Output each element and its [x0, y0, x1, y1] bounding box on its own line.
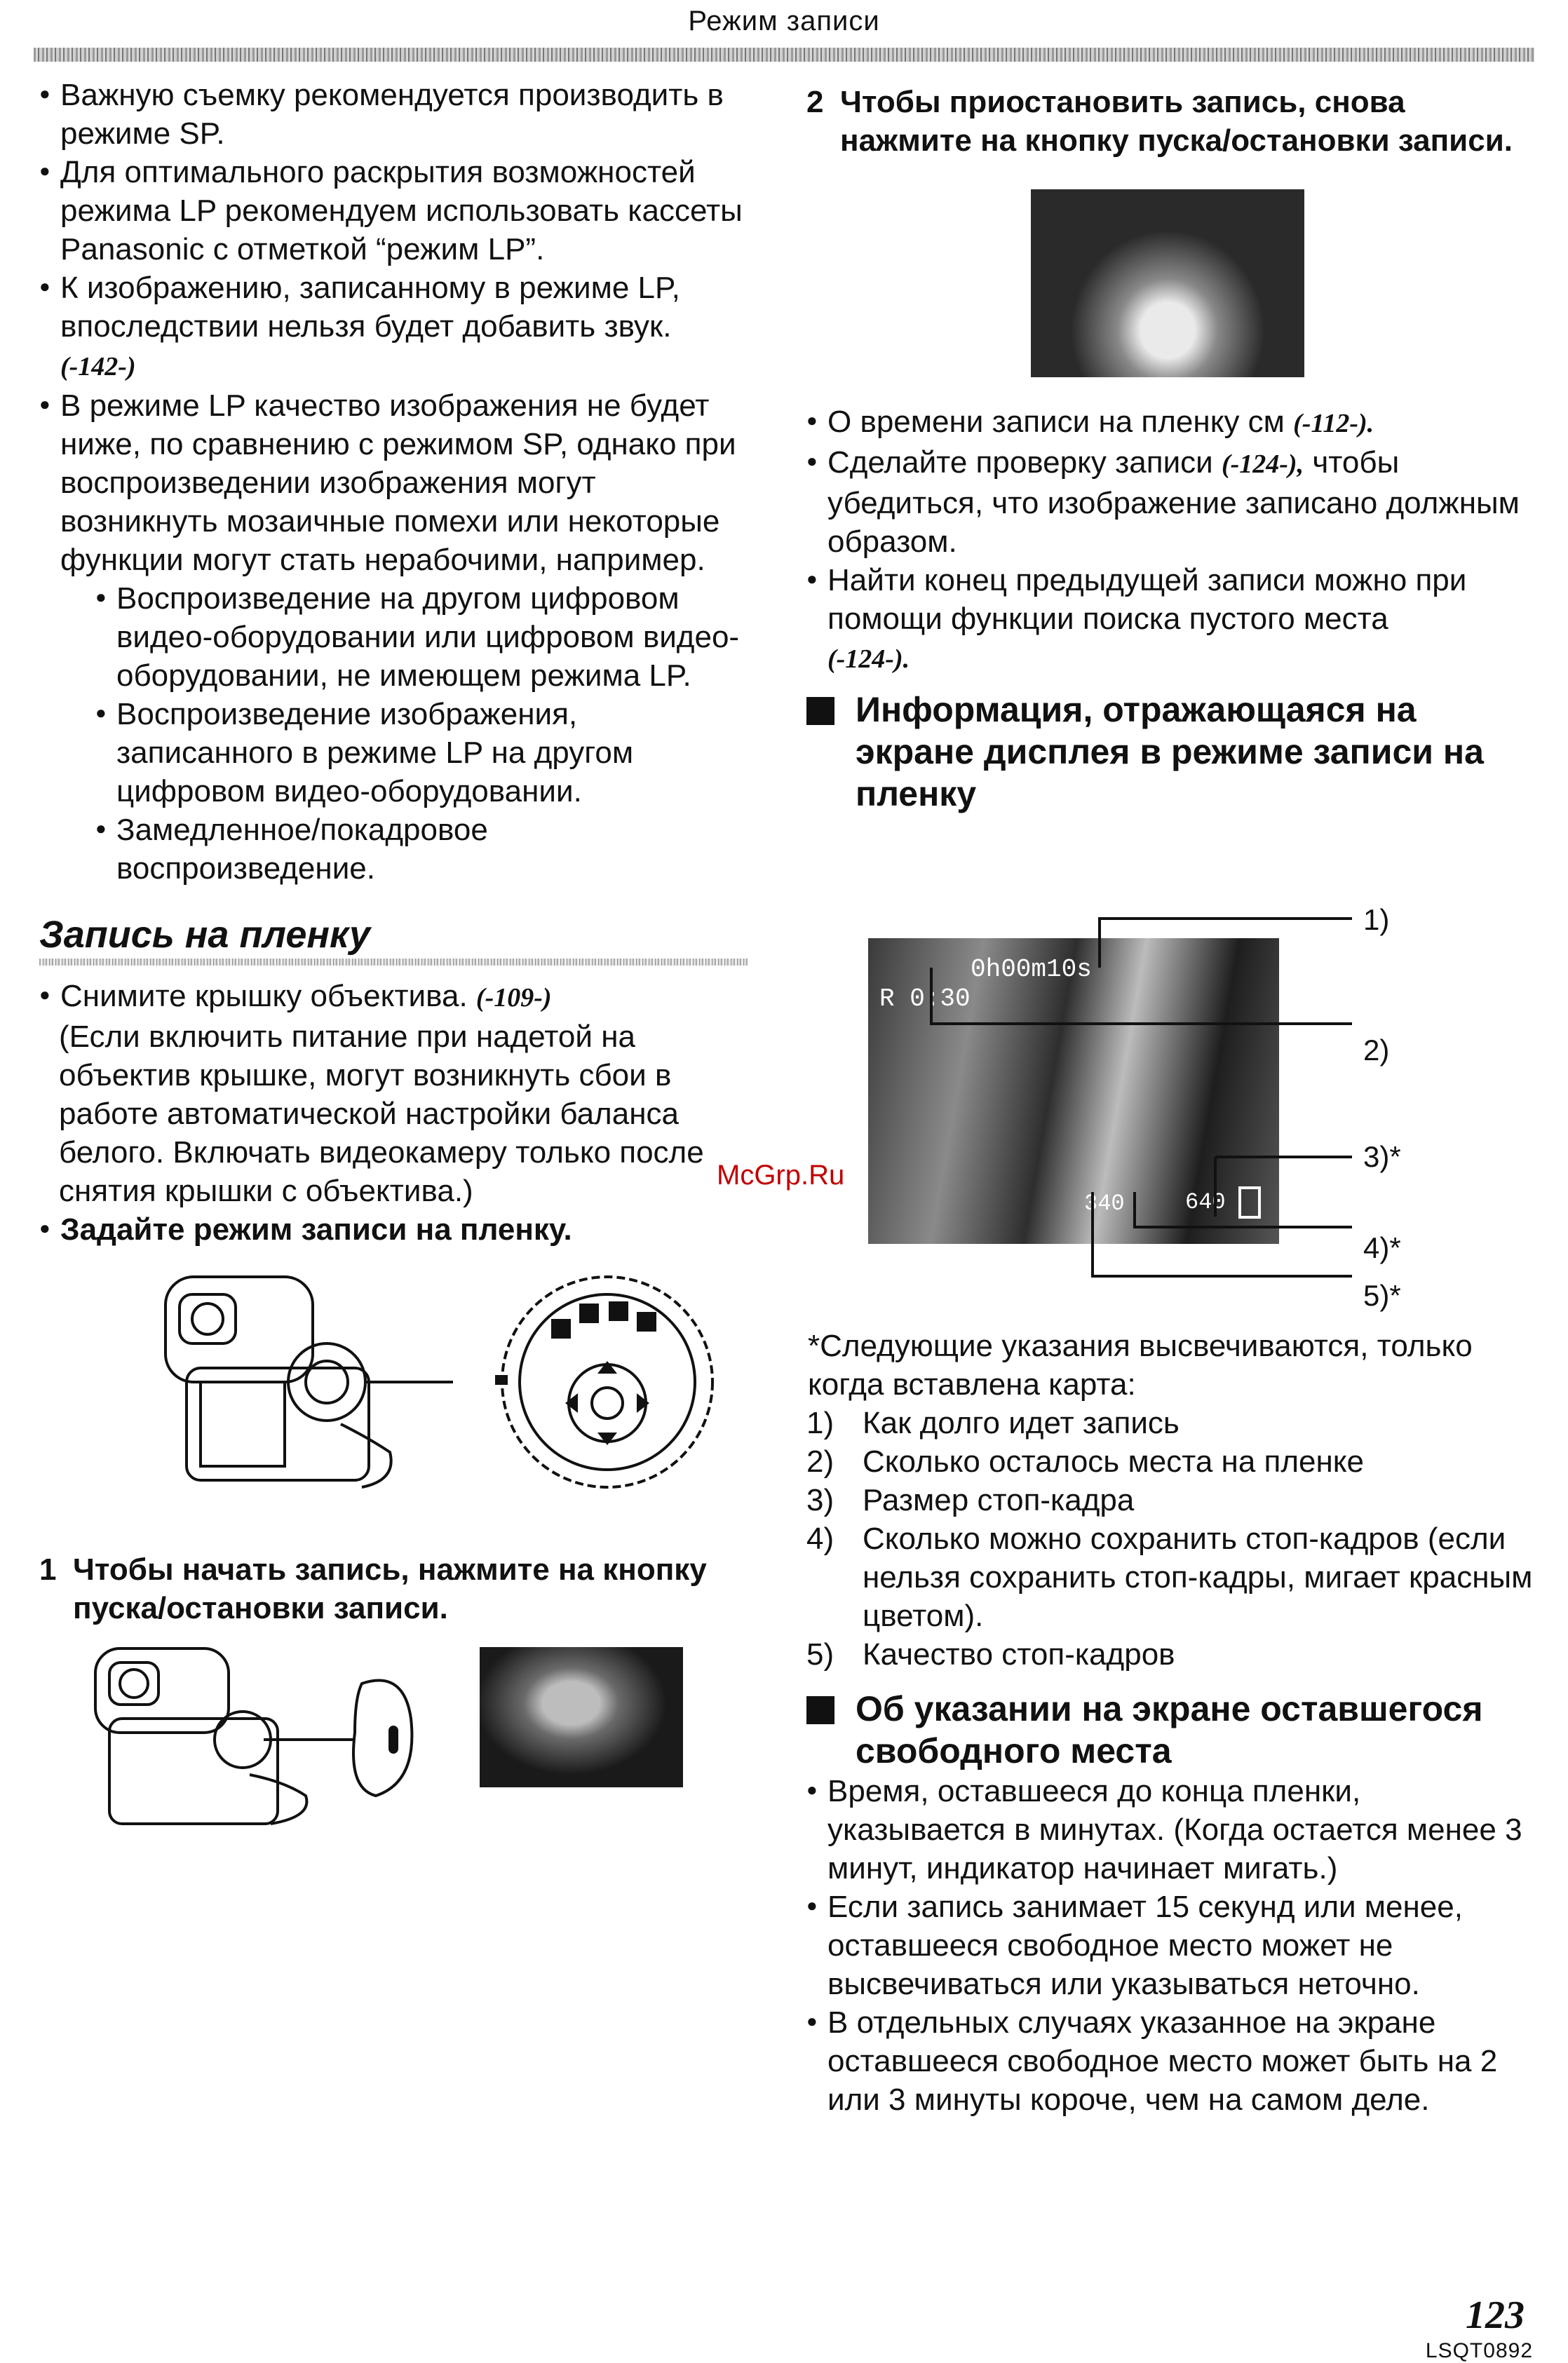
right-column — [806, 83, 1536, 815]
screen-tape-remaining: R 0:30 — [879, 984, 971, 1013]
square-bullet-icon — [806, 697, 834, 725]
screen-elapsed-time: 0h00m10s — [971, 955, 1092, 984]
watermark: McGrp.Ru — [717, 1160, 845, 1191]
page-number: 123 — [1466, 2294, 1525, 2337]
page-ref-142: (-142-) — [60, 352, 136, 381]
callout-3: 3)* — [1363, 1140, 1401, 1173]
sub-bullet-digital: ● Воспроизведение на другом цифровом видео-оборудовании или цифровом видео-оборудовании, не имеющем режима LP. — [39, 579, 748, 695]
left-column — [39, 76, 748, 1838]
sub-bullet-slow: ● Замедленное/покадровое воспроизведение. — [39, 811, 748, 888]
record-start-photo — [480, 1647, 683, 1787]
bullet-set-mode: ● Задайте режим записи на пленку. — [39, 1210, 748, 1249]
bullet-lp-audio: ● К изображению, записанному в режиме LP, впоследствии нельзя будет добавить звук. (-142-) — [39, 269, 748, 386]
callout-5: 5)* — [1363, 1279, 1401, 1312]
bullet-remain-minutes: ● Время, оставшееся до конца пленки, указывается в минутах. (Когда остается менее 3 минут, индикатор начинает мигать.) — [806, 1772, 1536, 1888]
bullet-remain-15sec: ● Если запись занимает 15 секунд или менее, оставшееся свободное место может не высвечиваться или указываться неточно. — [806, 1888, 1536, 2003]
camera-record-button-illustration — [81, 1641, 432, 1852]
list-item: 5) Качество стоп-кадров — [806, 1637, 1175, 1672]
page-ref-124b: (-124-). — [827, 644, 910, 674]
list-item: 3) Размер стоп-кадра — [806, 1483, 1135, 1517]
record-stop-figure — [806, 160, 1536, 391]
bullet-blank-search: ● Найти конец предыдущей записи можно при помощи функции поиска пустого места (-124-). — [806, 561, 1536, 679]
section-rule — [39, 959, 748, 966]
record-start-figure — [39, 1627, 748, 1838]
right-column-lower — [806, 1327, 1536, 2119]
info-heading: Информация, отражающаяся на экране дисплея в режиме записи на пленку — [806, 689, 1536, 815]
document-code: LSQT0892 — [1425, 2339, 1533, 2362]
list-item: 4) Сколько можно сохранить стоп-кадров (если нельзя сохранить стоп-кадры, мигает красным цветом). — [806, 1522, 1533, 1633]
bullet-lp-cassette: ● Для оптимального раскрытия возможностей режима LP рекомендуем использовать кассеты Panasonic с отметкой “режим LP”. — [39, 153, 748, 269]
page-header-title: Режим записи — [688, 6, 880, 36]
remain-heading: Об указании на экране оставшегося свободного места — [806, 1688, 1536, 1772]
screen-still-size: 640 — [1185, 1189, 1226, 1215]
bullet-record-time: ● О времени записи на пленку см (-112-). — [806, 402, 1536, 443]
bullet-sp-mode: ● Важную съемку рекомендуется производить в режиме SP. — [39, 76, 748, 153]
page-ref-112: (-112-). — [1293, 409, 1374, 438]
header-rule — [34, 48, 1534, 62]
lens-cap-note: (Если включить питание при надетой на объектив крышке, могут возникнуть сбои в работе автоматической настройки баланса белого. Включать видеокамеру только после снятия крышки с объектива.) — [59, 1020, 704, 1208]
screen-still-count: 340 — [1084, 1191, 1125, 1217]
callout-4: 4)* — [1363, 1231, 1401, 1264]
callout-2: 2) — [1363, 1034, 1390, 1067]
bullet-remain-shorter: ● В отдельных случаях указанное на экране оставшееся свободное место может быть на 2 или 3 минуты короче, чем на самом деле. — [806, 2003, 1536, 2119]
section-title: Запись на пленку — [39, 914, 371, 956]
record-stop-photo — [1031, 189, 1304, 377]
step-1: 1 Чтобы начать запись, нажмите на кнопку пуска/остановки записи. — [39, 1552, 707, 1625]
camera-mode-dial-figure — [39, 1249, 748, 1550]
page-ref-124a: (-124-), — [1221, 449, 1304, 479]
camera-dial-illustration — [109, 1263, 783, 1543]
list-item: 2) Сколько осталось места на пленке — [806, 1444, 1364, 1479]
callout-1: 1) — [1363, 903, 1390, 936]
step-2: 2 Чтобы приостановить запись, снова нажмите на кнопку пуска/остановки записи. — [806, 85, 1513, 158]
bullet-lp-quality: ● В режиме LP качество изображения не будет ниже, по сравнению с режимом SP, однако при воспроизведении изображения могут возникнуть мозаичные помехи или некоторые функции могут стать нерабочими, например. — [39, 386, 748, 579]
list-item: 1) Как долго идет запись — [806, 1406, 1180, 1440]
callout-lines — [868, 898, 1401, 1318]
bullet-check-record: ● Сделайте проверку записи (-124-), чтобы убедиться, что изображение записано должным образом. — [806, 443, 1536, 561]
bullet-lens-cap: ● Снимите крышку объектива. (-109-) — [39, 977, 748, 1017]
square-bullet-icon — [806, 1696, 834, 1724]
sub-bullet-lp-playback: ● Воспроизведение изображения, записанного в режиме LP на другом цифровом видео-оборудовании. — [39, 695, 748, 811]
page-ref-109: (-109-) — [475, 983, 552, 1013]
card-note: *Следующие указания высвечиваются, только когда вставлена карта: — [808, 1329, 1473, 1402]
